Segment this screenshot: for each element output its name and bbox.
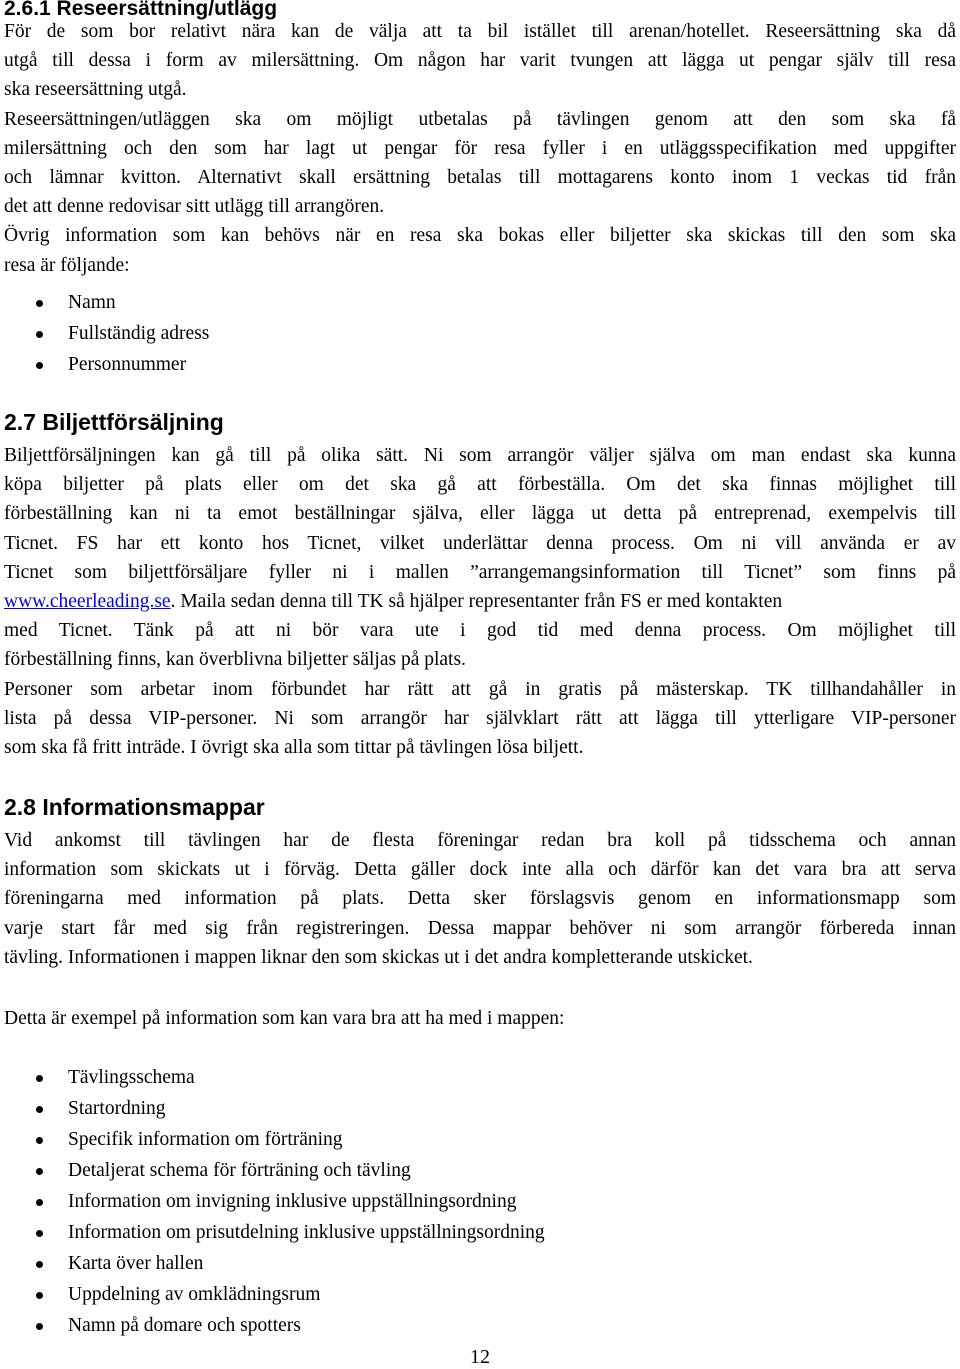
bullet-icon <box>36 1323 43 1330</box>
list-item <box>0 1093 545 1124</box>
paragraph-biljettforsaljning <box>4 441 956 762</box>
list-item-text: Personnummer <box>68 354 187 375</box>
text-line: Ticnet. FS har ett konto hos Ticnet, vilket underlättar denna process. Om ni vill använda er av <box>4 532 956 554</box>
list-item-text: Information om prisutdelning inklusive uppställningsordning <box>68 1222 545 1243</box>
list-item-text: Information om invigning inklusive uppställningsordning <box>68 1191 517 1212</box>
text-line: köpa biljetter på plats eller om det ska gå att förbeställa. Om det ska finnas möjlighet till <box>4 474 956 496</box>
text-line: det att denne redovisar sitt utlägg till arrangören. <box>4 196 385 218</box>
list-item <box>0 1248 545 1279</box>
page-number: 12 <box>470 1346 490 1368</box>
text-line: milersättning och den som har lagt ut pengar för resa fyller i en utläggsspecifikation med uppgifter <box>4 137 956 159</box>
list-item <box>0 318 209 349</box>
list-item-text: Karta över hallen <box>68 1253 204 1274</box>
section-heading-2-6-1: 2.6.1 Reseersättning/utlägg <box>4 0 278 20</box>
paragraph-informationsmappar <box>4 826 956 972</box>
list-item <box>0 287 209 318</box>
bullet-icon <box>36 300 43 307</box>
list-item-text: Namn på domare och spotters <box>68 1315 301 1336</box>
text-line <box>4 587 956 616</box>
list-item-text: Namn <box>68 292 116 313</box>
text-line: utgå till dessa i form av milersättning. Om någon har varit tvungen att lägga ut pengar själv till resa <box>4 50 956 72</box>
text-line: tävling. Informationen i mappen liknar den som skickas ut i det andra kompletterande utskicket. <box>4 946 753 968</box>
bullet-icon <box>36 1199 43 1206</box>
text-line: varje start får med sig från registreringen. Dessa mappar behöver ni som arrangör förbereda innan <box>4 917 956 939</box>
text-line: och lämnar kvitton. Alternativt skall ersättning betalas till mottagarens konto inom 1 veckas tid från <box>4 167 956 189</box>
bullet-icon <box>36 1168 43 1175</box>
list-item <box>0 349 209 380</box>
bullet-list-folder-contents <box>0 1062 545 1341</box>
list-item-text: Startordning <box>68 1098 166 1119</box>
bullet-icon <box>36 362 43 369</box>
list-item <box>0 1217 545 1248</box>
text-line: lista på dessa VIP-personer. Ni som arrangör har självklart rätt att lägga till ytterligare VIP-personer <box>4 707 956 729</box>
paragraph-intro <box>4 1004 956 1033</box>
text-line: Ticnet som biljettförsäljare fyller ni i mallen ”arrangemangsinformation till Ticnet” som finns på <box>4 561 956 583</box>
list-item <box>0 1186 545 1217</box>
text-line: Personer som arbetar inom förbundet har rätt att gå in gratis på mästerskap. TK tillhandahåller in <box>4 678 956 700</box>
text-line: förbeställning kan ni ta emot beställningar själva, eller lägga ut detta på entreprenad, exempelvis till <box>4 503 956 525</box>
list-item-text: Tävlingsschema <box>68 1067 195 1088</box>
bullet-icon <box>36 1137 43 1144</box>
list-item-text: Detaljerat schema för förträning och tävling <box>68 1160 411 1181</box>
list-item <box>0 1062 545 1093</box>
link-tail-text: . Maila sedan denna till TK så hjälper representanter från FS er med kontakten <box>170 591 783 613</box>
bullet-icon <box>36 1230 43 1237</box>
text-line: med Ticnet. Tänk på att ni bör vara ute i god tid med denna process. Om möjlighet till <box>4 620 956 642</box>
bullet-icon <box>36 1075 43 1082</box>
website-link[interactable]: www.cheerleading.se <box>4 591 171 613</box>
text-line: Detta är exempel på information som kan vara bra att ha med i mappen: <box>4 1008 565 1029</box>
bullet-icon <box>36 1261 43 1268</box>
list-item <box>0 1124 545 1155</box>
list-item <box>0 1155 545 1186</box>
paragraph-reseersattning <box>4 17 956 280</box>
list-item-text: Specifik information om förträning <box>68 1129 343 1150</box>
list-item <box>0 1279 545 1310</box>
bullet-icon <box>36 331 43 338</box>
text-line: Biljettförsäljningen kan gå till på olika sätt. Ni som arrangör väljer själva om man endast ska kunna <box>4 445 956 466</box>
text-line: Vid ankomst till tävlingen har de flesta föreningar redan bra koll på tidsschema och annan <box>4 830 956 851</box>
text-line: som ska få fritt inträde. I övrigt ska alla som tittar på tävlingen lösa biljett. <box>4 737 584 759</box>
bullet-icon <box>36 1292 43 1299</box>
bullet-icon <box>36 1106 43 1113</box>
text-line: föreningarna med information på plats. Detta sker förslagsvis genom en informationsmapp som <box>4 888 956 910</box>
text-line: Övrig information som kan behövs när en resa ska bokas eller biljetter ska skickas till den som ska <box>4 225 956 247</box>
list-item-text: Uppdelning av omklädningsrum <box>68 1284 321 1305</box>
section-heading-2-8: 2.8 Informationsmappar <box>4 794 265 820</box>
list-item <box>0 1310 545 1341</box>
bullet-list-personal-info <box>0 287 209 380</box>
text-line: resa är följande: <box>4 254 130 276</box>
text-line: För de som bor relativt nära kan de välja att ta bil istället till arenan/hotellet. Reseersättning ska då <box>4 21 956 42</box>
text-line: förbeställning finns, kan överblivna biljetter säljas på plats. <box>4 649 466 671</box>
text-line: Reseersättningen/utläggen ska om möjligt utbetalas på tävlingen genom att den som ska få <box>4 108 956 130</box>
text-line: information som skickats ut i förväg. Detta gäller dock inte alla och därför kan det vara bra att serva <box>4 859 956 881</box>
section-heading-2-7: 2.7 Biljettförsäljning <box>4 409 224 435</box>
text-line: ska reseersättning utgå. <box>4 79 187 101</box>
list-item-text: Fullständig adress <box>68 323 210 344</box>
